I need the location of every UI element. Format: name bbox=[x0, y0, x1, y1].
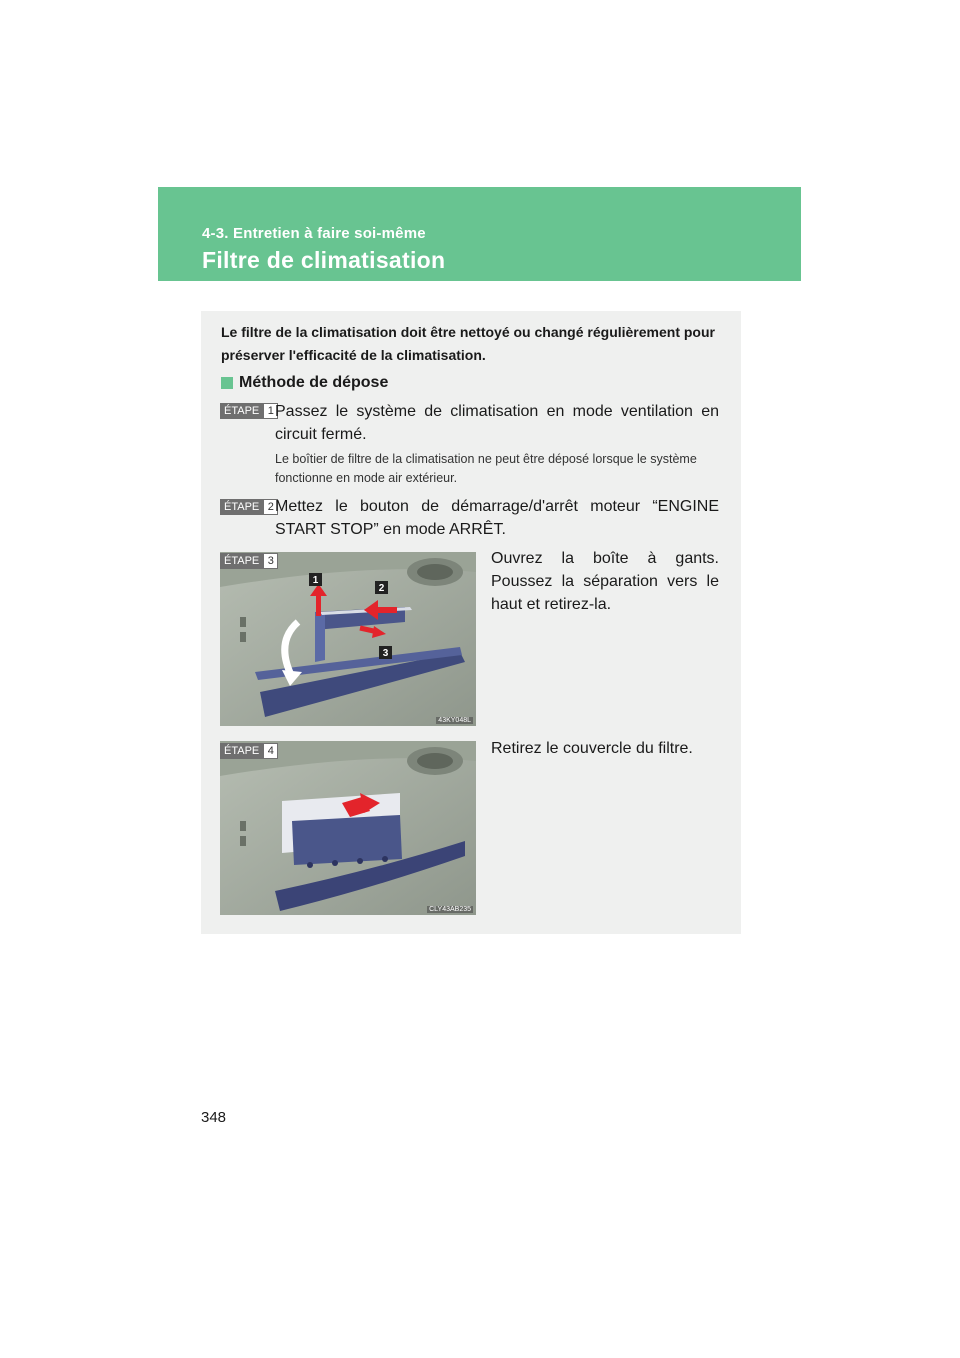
intro-text: Le filtre de la climatisation doit être nettoyé ou changé régulièrement pour préserver l'efficacité de la climatisation. bbox=[221, 324, 715, 363]
step-number: 3 bbox=[263, 553, 278, 569]
bullet-square-icon bbox=[221, 377, 233, 389]
step-4-illustration bbox=[220, 741, 476, 915]
step-1-note: Le boîtier de filtre de la climatisation ne peut être déposé lorsque le système fonctionne en mode air extérieur. bbox=[275, 452, 697, 485]
page-title: Filtre de climatisation bbox=[202, 247, 446, 273]
subheading bbox=[221, 374, 388, 392]
callout-3: 3 bbox=[382, 648, 389, 659]
glovebox-open-illustration bbox=[220, 552, 476, 726]
image-code: 43KY048L bbox=[438, 717, 471, 724]
step-4-text: Retirez le couvercle du filtre. bbox=[491, 740, 693, 757]
step-label: ÉTAPE bbox=[220, 499, 263, 515]
filter-cover-illustration bbox=[220, 741, 476, 915]
step-2-text: Mettez le bouton de démarrage/d'arrêt moteur “ENGINE START STOP” en mode ARRÊT. bbox=[275, 498, 719, 538]
step-3-text: Ouvrez la boîte à gants. Poussez la séparation vers le haut et retirez-la. bbox=[491, 550, 719, 613]
page-number: 348 bbox=[201, 1109, 227, 1126]
step-label: ÉTAPE bbox=[220, 743, 263, 759]
callout-1: 1 bbox=[312, 575, 319, 586]
step-3-badge bbox=[220, 553, 278, 569]
step-number: 4 bbox=[263, 743, 278, 759]
step-1-text: Passez le système de climatisation en mode ventilation en circuit fermé. bbox=[275, 403, 719, 443]
step-label: ÉTAPE bbox=[220, 403, 263, 419]
step-4-badge bbox=[220, 743, 278, 759]
section-title: 4-3. Entretien à faire soi-même bbox=[202, 225, 426, 242]
subheading-text: Méthode de dépose bbox=[239, 374, 389, 391]
callout-2: 2 bbox=[378, 583, 385, 594]
step-3-illustration bbox=[220, 552, 476, 726]
step-1-badge bbox=[220, 403, 278, 419]
step-number: 2 bbox=[263, 499, 278, 515]
step-2-badge bbox=[220, 499, 278, 515]
content-panel bbox=[201, 311, 741, 934]
step-number: 1 bbox=[263, 403, 278, 419]
step-label: ÉTAPE bbox=[220, 553, 263, 569]
image-code: CLY43AB235 bbox=[429, 906, 471, 913]
page-header bbox=[158, 187, 801, 281]
